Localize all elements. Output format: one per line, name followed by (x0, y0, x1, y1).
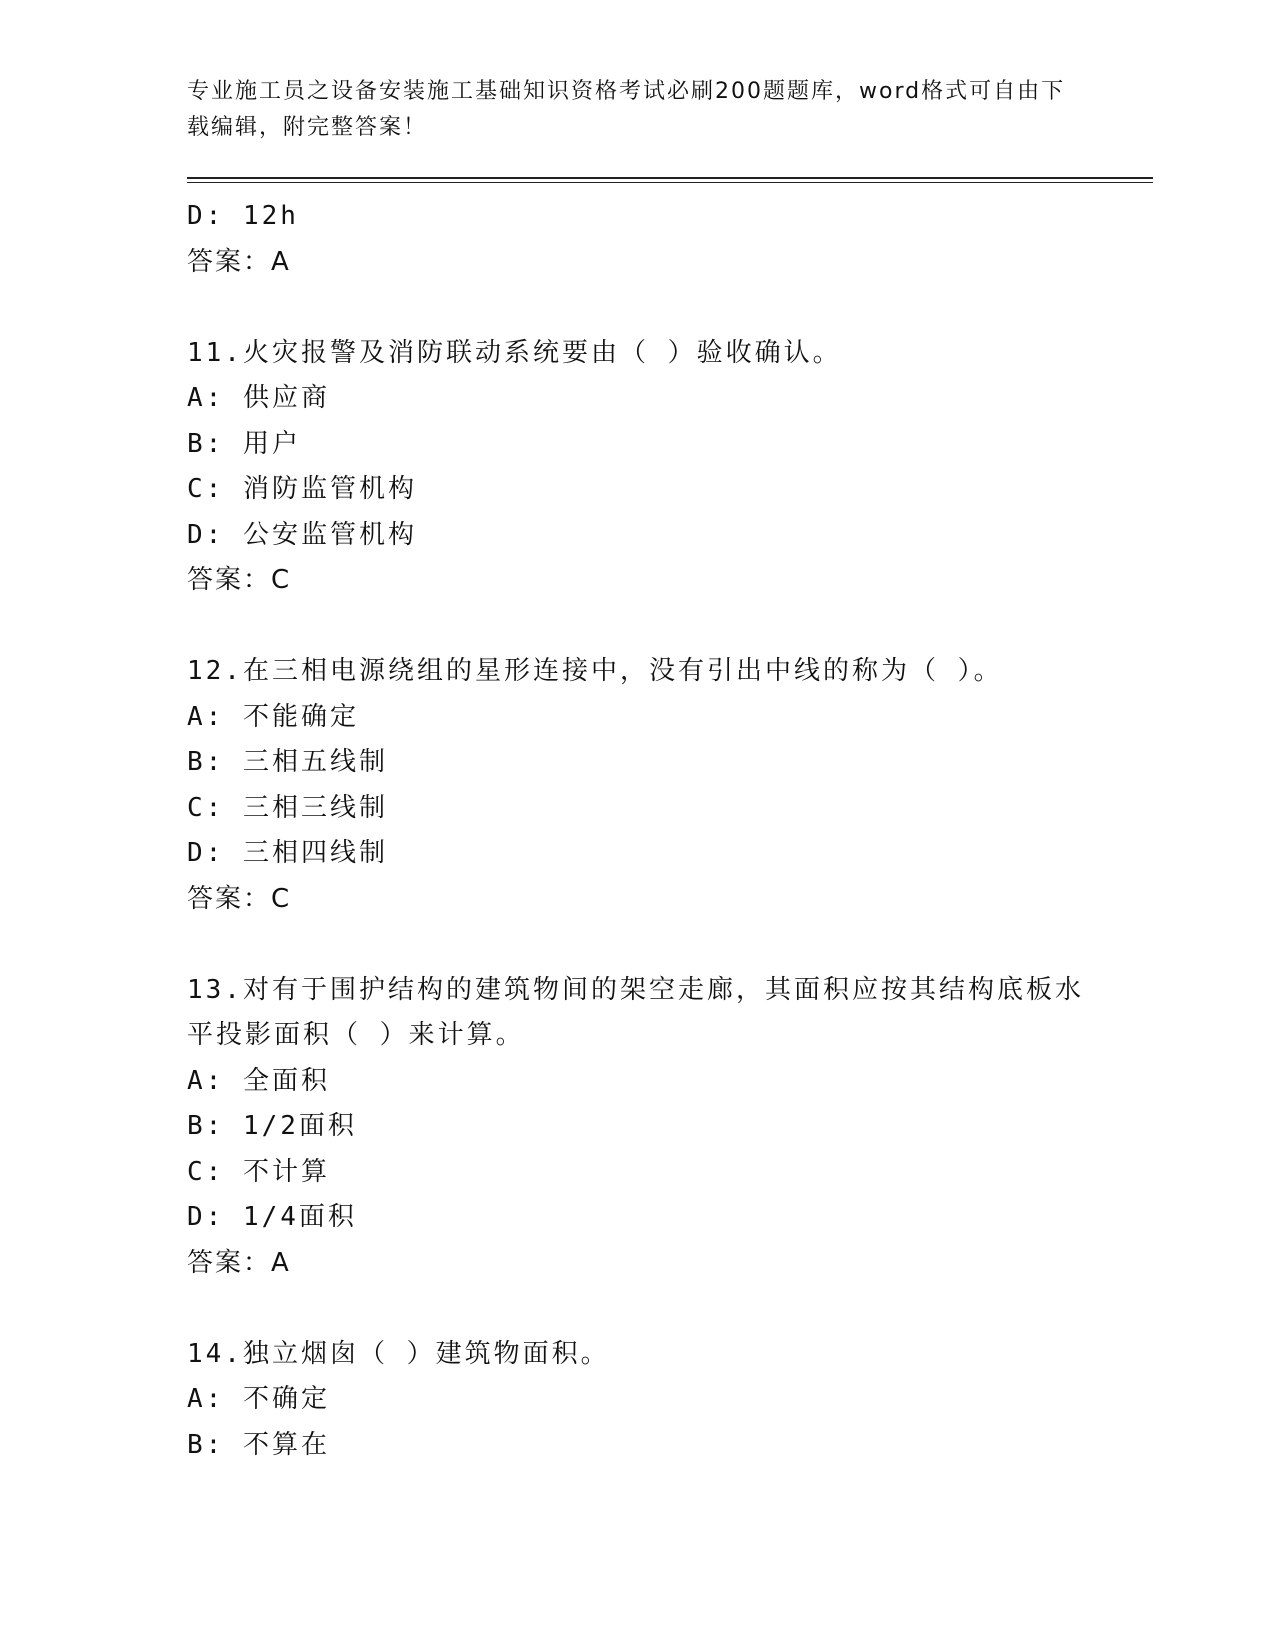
question-text: 11.火灾报警及消防联动系统要由（ ）验收确认。 (187, 337, 842, 368)
question-text-line-2: 平投影面积（ ）来计算。 (187, 1020, 525, 1050)
option-c: C: 消防监管机构 (187, 474, 417, 504)
answer: 答案：A (187, 246, 291, 277)
option-d: D: 1/4面积 (187, 1202, 357, 1232)
answer: 答案：A (187, 1247, 291, 1278)
spacer (187, 922, 1087, 968)
option-a: A: 不确定 (187, 1384, 330, 1414)
answer: 答案：C (187, 565, 292, 595)
option-d: D: 12h (187, 201, 299, 231)
option-d: D: 三相四线制 (187, 838, 388, 868)
document-header: 专业施工员之设备安装施工基础知识资格考试必刷200题题库，word格式可自由下载编辑，附完整答案！ (187, 79, 1066, 140)
question-text-line-1: 13.对有于围护结构的建筑物间的架空走廊，其面积应按其结构底板水 (187, 974, 1084, 1005)
question-12 (187, 649, 1087, 922)
option-a: A: 不能确定 (187, 701, 359, 732)
spacer (187, 604, 1087, 650)
option-b: B: 用户 (187, 428, 301, 459)
option-a: A: 供应商 (187, 383, 330, 413)
option-b: B: 三相五线制 (187, 747, 388, 777)
question-11 (187, 331, 1087, 604)
option-b: B: 不算在 (187, 1429, 330, 1460)
header-rule-thick (187, 177, 1153, 179)
question-14 (187, 1332, 1087, 1469)
answer: 答案：C (187, 883, 292, 914)
option-c: C: 三相三线制 (187, 792, 388, 823)
spacer (187, 285, 1087, 331)
option-a: A: 全面积 (187, 1065, 330, 1096)
option-d: D: 公安监管机构 (187, 519, 417, 550)
spacer (187, 1286, 1087, 1332)
option-c: C: 不计算 (187, 1156, 330, 1187)
question-text: 14.独立烟囱（ ）建筑物面积。 (187, 1338, 610, 1369)
question-text: 12.在三相电源绕组的星形连接中，没有引出中线的称为（ ）。 (187, 656, 1003, 686)
question-13 (187, 968, 1087, 1287)
question-list (187, 194, 1087, 1468)
option-b: B: 1/2面积 (187, 1111, 357, 1141)
header-rule-thin (187, 182, 1153, 183)
